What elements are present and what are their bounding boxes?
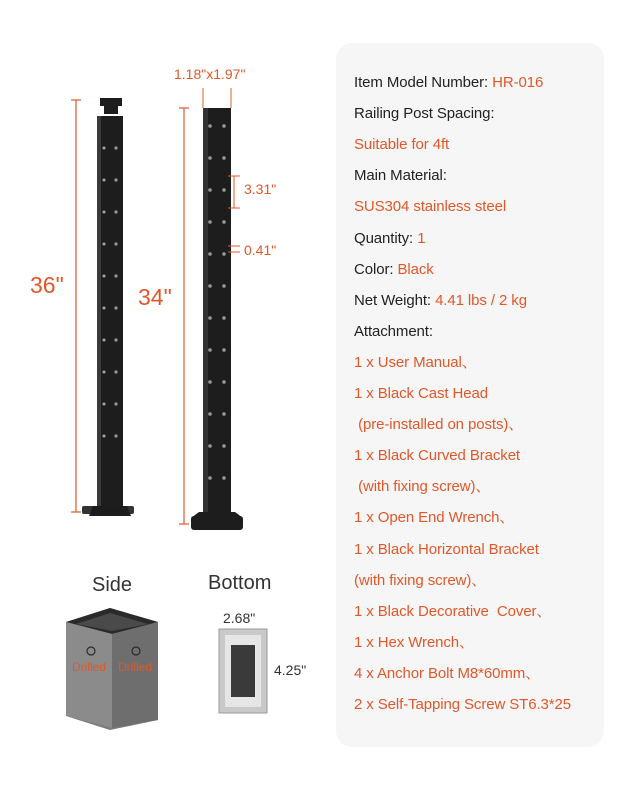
height-34-dimension — [179, 108, 189, 524]
spec-line — [354, 103, 494, 125]
spec-value: 1 x Black Cast Head — [354, 385, 488, 402]
spec-label: Quantity: — [354, 229, 418, 247]
spec-value: 1 x Open End Wrench、 — [354, 509, 515, 527]
spec-value: (with fixing screw)、 — [354, 478, 491, 496]
spec-line — [354, 383, 488, 405]
height-36-label: 36" — [30, 272, 64, 298]
spec-line — [354, 632, 474, 654]
end-post — [82, 98, 134, 516]
spec-label: Attachment: — [354, 322, 433, 340]
spec-line — [354, 321, 433, 343]
spec-panel — [336, 43, 604, 747]
drilled-left-label: Drilled — [72, 660, 107, 674]
spec-line — [354, 414, 523, 436]
bottom-view-plate — [219, 629, 267, 713]
hole-offset-label: 0.41" — [244, 242, 277, 258]
spec-value: (pre-installed on posts)、 — [354, 416, 524, 434]
spec-value: 1 x Hex Wrench、 — [354, 633, 474, 651]
spec-line — [354, 507, 514, 529]
spec-line — [354, 539, 539, 561]
height-34-label: 34" — [138, 284, 172, 310]
top-size-label: 1.18"x1.97" — [174, 66, 246, 82]
hole-spacing-label: 3.31" — [244, 181, 277, 197]
side-view-title: Side — [92, 574, 133, 596]
spec-line — [354, 134, 449, 156]
spec-line — [354, 165, 447, 187]
base-length-label: 4.25" — [274, 662, 307, 678]
spec-line — [354, 663, 540, 685]
spec-value: 1 x User Manual、 — [354, 353, 477, 371]
spec-value: 4 x Anchor Bolt M8*60mm、 — [354, 664, 541, 682]
spec-value: 1 x Black Horizontal Bracket — [354, 540, 539, 558]
base-width-label: 2.68" — [223, 610, 256, 626]
spec-value: 2 x Self-Tapping Screw ST6.3*25 — [354, 696, 572, 713]
spec-line — [354, 601, 551, 623]
height-36-dimension — [71, 100, 81, 512]
spec-value: 1 — [417, 229, 426, 247]
spec-line — [354, 476, 490, 498]
spec-line — [354, 445, 520, 467]
spec-line — [354, 196, 506, 218]
spec-value: SUS304 stainless steel — [354, 198, 507, 216]
spec-value: Suitable for 4ft — [354, 136, 450, 154]
spec-label: Main Material: — [354, 167, 447, 185]
spec-line — [354, 570, 486, 592]
spec-value: Black — [397, 260, 434, 278]
spec-value: 1 x Black Curved Bracket — [354, 447, 520, 465]
spec-line — [354, 259, 434, 281]
top-size-dimension — [203, 88, 231, 108]
spec-line — [354, 352, 477, 374]
spec-value: (with fixing screw)、 — [354, 571, 487, 589]
line-post — [191, 108, 243, 530]
spec-label: Railing Post Spacing: — [354, 105, 495, 123]
spec-value: 4.41 lbs / 2 kg — [435, 291, 527, 309]
spec-line — [354, 72, 543, 94]
bottom-view-title: Bottom — [208, 572, 272, 594]
drilled-right-label: Drilled — [118, 660, 153, 674]
spec-value: HR-016 — [492, 74, 544, 91]
spec-label: Net Weight: — [354, 291, 436, 309]
spec-line — [354, 290, 527, 312]
spec-line — [354, 228, 425, 250]
spec-value: 1 x Black Decorative Cover、 — [354, 602, 552, 620]
spec-label: Item Model Number: — [354, 74, 493, 91]
spec-label: Color: — [354, 260, 398, 278]
spec-line — [354, 694, 571, 716]
